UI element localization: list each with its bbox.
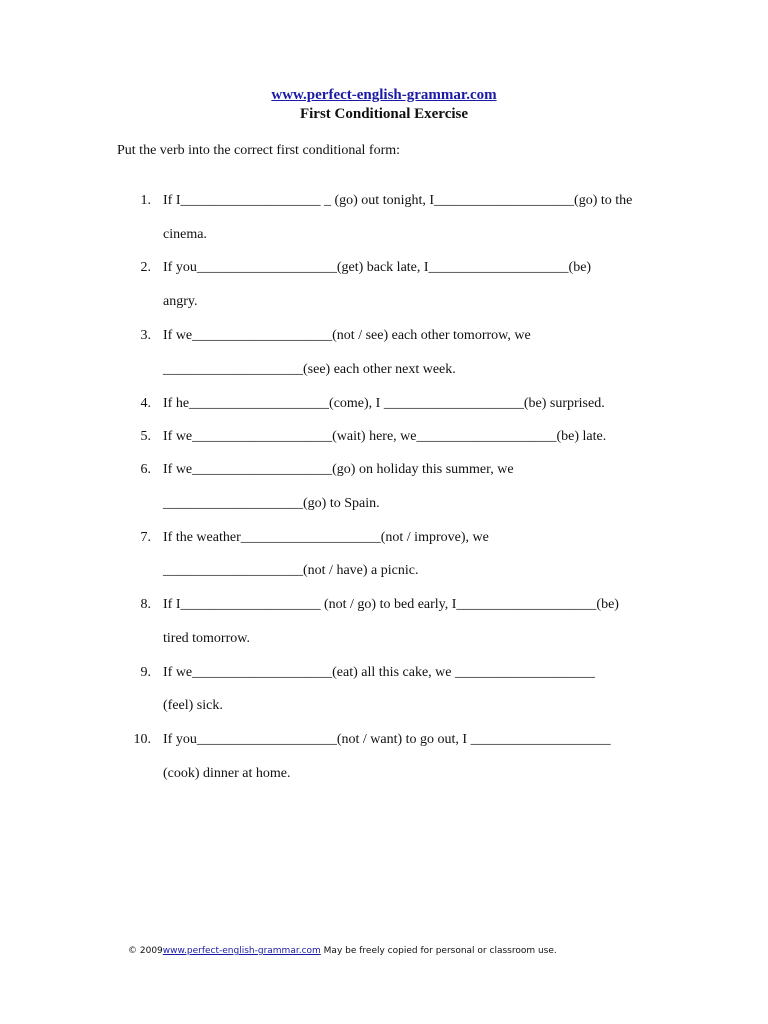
item-line: (feel) sick. <box>163 698 223 713</box>
item-line: If we____________________(go) on holiday this summer, we <box>163 462 514 477</box>
site-link[interactable]: www.perfect-english-grammar.com <box>271 87 497 103</box>
item-number: 8. <box>140 597 151 612</box>
item-line: If you____________________(not / want) to go out, I ____________________ <box>163 732 611 747</box>
item-line: tired tomorrow. <box>163 631 250 646</box>
item-line: ____________________(go) to Spain. <box>163 496 380 511</box>
instructions: Put the verb into the correct first conditional form: <box>117 143 401 158</box>
item-line: If the weather____________________(not / improve), we <box>163 530 489 545</box>
item-line: If he____________________(come), I ____________________(be) surprised. <box>163 396 605 411</box>
item-number: 10. <box>133 732 151 747</box>
item-line: ____________________(see) each other next week. <box>163 362 456 377</box>
item-number: 4. <box>140 396 151 411</box>
item-line: If I____________________ (not / go) to bed early, I____________________(be) <box>163 597 619 612</box>
item-number: 7. <box>140 530 151 545</box>
footer-link[interactable]: www.perfect-english-grammar.com <box>162 946 321 956</box>
item-number: 9. <box>140 665 151 680</box>
footer <box>128 946 557 956</box>
item-line: If we____________________(wait) here, we____________________(be) late. <box>163 429 607 444</box>
item-line: If we____________________(not / see) each other tomorrow, we <box>163 328 531 343</box>
item-line: (cook) dinner at home. <box>163 766 291 781</box>
item-number: 3. <box>140 328 151 343</box>
item-line: cinema. <box>163 227 207 242</box>
item-line: ____________________(not / have) a picnic. <box>163 563 419 578</box>
item-line: If I____________________ _ (go) out tonight, I____________________(go) to the <box>163 193 633 208</box>
item-line: If you____________________(get) back late, I____________________(be) <box>163 260 592 275</box>
footer-copyright: © 2009 <box>128 946 163 956</box>
item-line: If we____________________(eat) all this cake, we ____________________ <box>163 665 595 680</box>
item-number: 5. <box>140 429 151 444</box>
item-line: angry. <box>163 294 198 309</box>
item-number: 6. <box>140 462 151 477</box>
page-title: First Conditional Exercise <box>299 106 469 122</box>
item-number: 2. <box>140 260 151 275</box>
item-number: 1. <box>140 193 151 208</box>
footer-note: May be freely copied for personal or classroom use. <box>323 946 557 956</box>
